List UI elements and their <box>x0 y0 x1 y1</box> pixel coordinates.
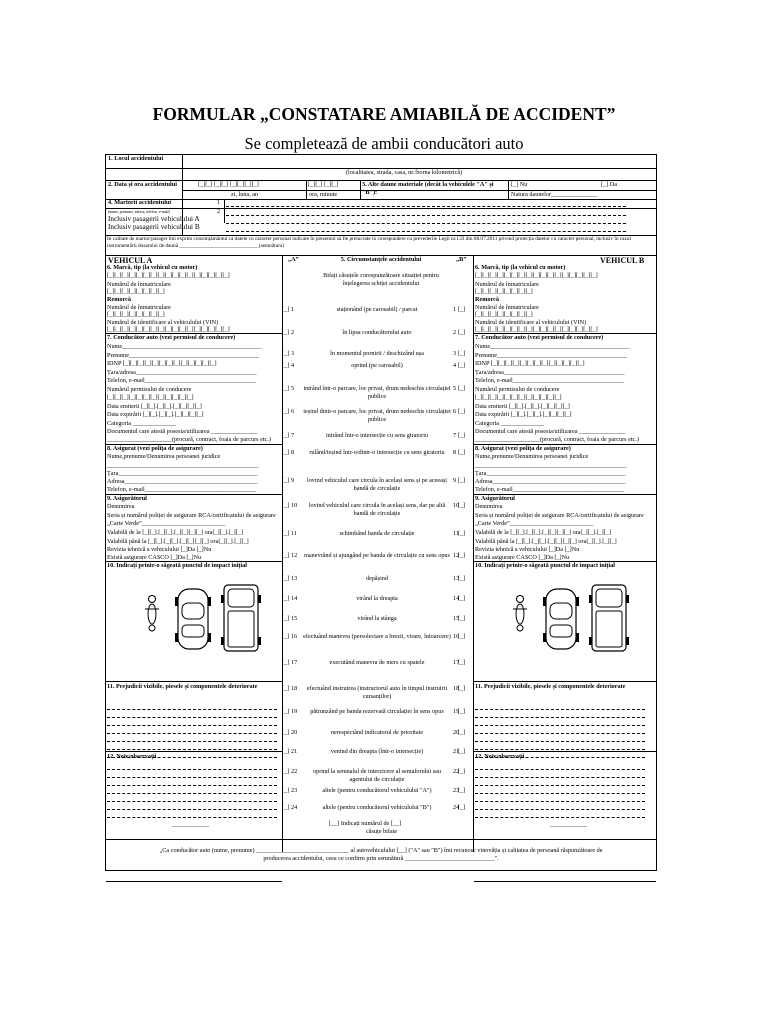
circumstance-number-b: 12 <box>453 552 460 559</box>
circumstance-row <box>282 449 470 472</box>
circumstance-number: 14 <box>291 595 298 602</box>
circumstance-text: virând la dreapta <box>356 595 398 602</box>
circumstance-b-checkbox[interactable]: [_] <box>458 748 466 755</box>
datetime-label: 2. Data și ora accidentului <box>108 181 177 188</box>
date-hint: zi, luna, an <box>231 191 259 198</box>
a-s6: 6. Marcă, tip (la vehicul cu motor) <box>107 264 198 271</box>
circumstance-number-b: 6 <box>453 408 457 415</box>
circumstance-b-checkbox[interactable]: [_] <box>458 449 466 456</box>
circumstance-a-checkbox[interactable]: [_] <box>282 787 290 794</box>
circumstance-text: oprind la semnalul de interzicere al semaforului sau agentului de circulație <box>313 768 441 783</box>
circumstance-number-b: 16 <box>453 633 460 640</box>
circumstance-row <box>282 408 470 431</box>
circumstance-b-checkbox[interactable]: [_] <box>458 477 466 484</box>
time-hint: ora, minute <box>309 191 338 198</box>
a-vin: Numărul de identificare al vehiculului (VIN) <box>107 319 219 326</box>
circumstance-number: 17 <box>291 659 298 666</box>
a-procura[interactable]: _____________________(procură, contract, foaia de parcurs etc.) <box>107 436 271 443</box>
circumstance-number-b: 8 <box>453 449 457 456</box>
witness-2-number: 2 <box>217 208 221 215</box>
b-boxes8[interactable]: [_][_][_][_][_][_][_][_] <box>475 311 533 318</box>
b-prenume[interactable]: Prenume__________________________________________ <box>475 352 627 359</box>
circumstance-a-checkbox[interactable]: [_] <box>282 708 290 715</box>
b-casco[interactable]: Există asigurare CASCO [_]Da [_]Nu <box>475 554 570 561</box>
circumstance-a-checkbox[interactable]: [_] <box>282 748 290 755</box>
circumstance-b-checkbox[interactable]: [_] <box>458 768 466 775</box>
circumstance-b-checkbox[interactable]: [_] <box>458 708 466 715</box>
circumstance-text: staționând (pe carosabil) / parcat <box>336 306 418 313</box>
column-a-marker: „A” <box>288 256 299 263</box>
circumstance-row <box>282 329 470 352</box>
circumstance-number: 1 <box>291 306 295 313</box>
circumstance-number: 12 <box>291 552 298 559</box>
a-tara-adresa[interactable]: Țara/adresa_______________________________________ <box>107 369 257 376</box>
circumstance-number: 15 <box>291 615 298 622</box>
circumstance-number-b: 9 <box>453 477 457 484</box>
circumstance-text: venind din dreapta (într-o intersecție) <box>330 748 424 755</box>
circumstance-text: efectuând manevra (persolectare a brezii, virare, întoarcere) <box>303 633 451 640</box>
damage-nature-field[interactable]: Natura daunelor_______________ <box>511 191 598 198</box>
circumstance-b-checkbox[interactable]: [_] <box>458 552 466 559</box>
circumstance-row <box>282 552 470 575</box>
circumstance-a-checkbox[interactable]: [_] <box>282 329 290 336</box>
circumstance-text: intrând într-o parcare, loc privat, drum nedeschis circulației publice <box>303 385 451 400</box>
circumstance-number: 19 <box>291 708 298 715</box>
circumstance-a-checkbox[interactable]: [_] <box>282 408 290 415</box>
circumstance-number: 11 <box>291 530 297 537</box>
b-data-emiterii[interactable]: Data emiterii [_][_].[_][_].[_][_][_][_] <box>475 403 570 410</box>
circumstance-number: 21 <box>291 748 298 755</box>
circumstance-number: 9 <box>291 477 295 484</box>
circumstance-a-checkbox[interactable]: [_] <box>282 449 290 456</box>
b-idnp[interactable]: IDNP [_][_][_][_][_][_][_][_][_][_][_][_][_] <box>475 360 585 367</box>
circumstance-row <box>282 362 470 385</box>
circumstance-row <box>282 685 470 708</box>
vehicle-b-impact-diagram[interactable] <box>500 581 640 656</box>
column-b-marker: „B” <box>456 256 467 263</box>
circumstance-text: rulând/ieșind într-o/dintr-o intersecție cu sens giratoriu <box>309 449 445 456</box>
circumstance-b-checkbox[interactable]: [_] <box>458 804 466 811</box>
circumstance-number-b: 10 <box>453 502 460 509</box>
circumstance-text: pătrunzând pe banda rezervată circulației în sens opus <box>310 708 444 715</box>
b-telefon2[interactable]: Telefon, e-mail____________________________________ <box>475 486 625 493</box>
b-procura[interactable]: _____________________(procură, contract, foaia de parcurs etc.) <box>475 436 639 443</box>
vehicle-b-title: VEHICUL B <box>600 256 645 265</box>
a-s9: 9. Asigurătorul <box>107 495 147 502</box>
circumstance-b-checkbox[interactable]: [_] <box>458 615 466 622</box>
circumstance-number-b: 19 <box>453 708 460 715</box>
circumstance-a-checkbox[interactable]: [_] <box>282 729 290 736</box>
circumstance-row <box>282 633 470 656</box>
circumstance-number-b: 14 <box>453 595 460 602</box>
circumstance-number: 3 <box>291 350 295 357</box>
b-nr-inmat: Numărul de înmatriculare <box>475 304 539 311</box>
a-tara[interactable]: Țara_____________________________________________ <box>107 470 258 477</box>
b-tara[interactable]: Țara_____________________________________________ <box>475 470 626 477</box>
b-nume-jur: Nume,prenume/Denumirea persoanei juridice <box>475 453 589 460</box>
circumstance-text: schimbând banda de circulație <box>339 530 415 537</box>
circumstance-number-b: 24 <box>453 804 460 811</box>
b-data-expirarii[interactable]: Data expirării [_][_].[_][_].[_][_][_][_] <box>475 411 572 418</box>
circumstance-text: executând manevra de mers cu spatele <box>329 659 425 666</box>
witnesses-label: 4. Martorii accidentului <box>108 199 172 206</box>
circumstance-b-checkbox[interactable]: [_] <box>458 787 466 794</box>
circumstance-text: altele (pentru conducătorul vehiculului "B") <box>322 804 432 811</box>
a-permis-boxes[interactable]: [_][_][_][_][_][_][_][_][_][_][_][_] <box>107 394 194 401</box>
circumstance-a-checkbox[interactable]: [_] <box>282 306 290 313</box>
a-data-emiterii[interactable]: Data emiterii [_][_].[_][_].[_][_][_][_] <box>107 403 202 410</box>
circumstance-text: depășind <box>366 575 388 582</box>
circumstance-b-checkbox[interactable]: [_] <box>458 350 466 357</box>
b-remorca: Remorcă <box>475 296 499 303</box>
circumstance-row <box>282 306 470 329</box>
a-idnp[interactable]: IDNP [_][_][_][_][_][_][_][_][_][_][_][_][_] <box>107 360 217 367</box>
circumstance-row <box>282 708 470 731</box>
circumstance-number: 23 <box>291 787 298 794</box>
circumstance-text: manevrând și ajungând pe banda de circulație cu sens opus <box>304 552 450 559</box>
a-casco[interactable]: Există asigurare CASCO [_]Da [_]Nu <box>107 554 202 561</box>
a-adresa[interactable]: Adresa___________________________________________ <box>107 478 258 485</box>
circumstance-text: nerespectând indicatorul de prioritate <box>330 729 424 736</box>
circumstance-number-b: 20 <box>453 729 460 736</box>
a-s10: 10. Indicați printr-o săgeată punctul de impact inițial <box>107 562 248 569</box>
circumstance-number: 16 <box>291 633 298 640</box>
circumstance-b-checkbox[interactable]: [_] <box>458 685 466 692</box>
page-title: FORMULAR „CONSTATARE AMIABILĂ DE ACCIDENT” <box>152 104 616 124</box>
declaration-line-2: producerea accidentului, ceea ce confirm prin semnătură _____________________________". <box>263 855 499 862</box>
witnesses-hint: (nume, prenume, adresa, telefon, e-mail) <box>108 210 170 214</box>
circumstance-number: 18 <box>291 685 298 692</box>
circumstance-a-checkbox[interactable]: [_] <box>282 385 290 392</box>
circumstance-number: 20 <box>291 729 298 736</box>
circumstance-text: oprind (pe carosabil) <box>351 362 403 369</box>
circumstance-b-checkbox[interactable]: [_] <box>458 362 466 369</box>
b-vin: Numărul de identificare al vehiculului (VIN) <box>475 319 587 326</box>
b-revizia[interactable]: Revizia tehnică a vehiculului [_]Da [_]Nu <box>475 546 580 553</box>
circumstance-number: 5 <box>291 385 295 392</box>
circumstance-number: 8 <box>291 449 295 456</box>
passengers-b: Inclusiv pasagerii vehiculului B <box>108 223 200 231</box>
a-linie[interactable]: _________________________________________________ <box>107 462 259 469</box>
circumstance-b-checkbox[interactable]: [_] <box>458 729 466 736</box>
a-notes-label: 12. Note/observații <box>107 753 157 760</box>
b-boxes17[interactable]: [_][_][_][_][_][_][_][_][_][_][_][_][_][_][_][_][_] <box>475 272 598 279</box>
circumstance-text: lovind vehiculul care circula în același sens și pe aceeași bandă de circulație <box>306 477 448 492</box>
gdpr-consent: In calitate de martor/pasager îmi exprim consimțământul ca datele cu caracter personal indicate în prezentul să fie prelucrate în corespundere cu prevederile Legii nr.133 din 08.07.2011 privind protecția datelor cu caracter personal, inclusiv în cazul instrumentării dosarului de daună ______________________________(semnătura) <box>107 236 631 249</box>
time-boxes[interactable]: [_][_] [_][_] <box>308 181 339 188</box>
b-document[interactable]: Documentul care atestă posesia/utilizarea _______________ <box>475 428 626 435</box>
circumstance-number-b: 4 <box>453 362 457 369</box>
circumstance-b-checkbox[interactable]: [_] <box>458 659 466 666</box>
b-s8: 8. Asigurat (vezi polița de asigurare) <box>475 445 571 452</box>
a-valabila-pana[interactable]: Valabilă până la [_][_].[_][_].[_][_][_][_] ora[_][_].[_][_] <box>107 538 249 545</box>
circumstance-row <box>282 385 470 408</box>
circumstance-text: virând la stânga <box>357 615 397 622</box>
circumstance-number-b: 13 <box>453 575 460 582</box>
circumstance-b-checkbox[interactable]: [_] <box>458 385 466 392</box>
a-s8: 8. Asigurat (vezi polița de asigurare) <box>107 445 203 452</box>
b-s10: 10. Indicați printr-o săgeată punctul de impact inițial <box>475 562 616 569</box>
b-s6: 6. Marcă, tip (la vehicul cu motor) <box>475 264 566 271</box>
date-boxes[interactable]: [_][_] [_][_] [_][_][_][_] <box>198 181 259 188</box>
circumstance-number-b: 11 <box>453 530 459 537</box>
circumstance-number-b: 23 <box>453 787 460 794</box>
circumstance-a-checkbox[interactable]: [_] <box>282 552 290 559</box>
circumstance-a-checkbox[interactable]: [_] <box>282 595 290 602</box>
a-telefon2[interactable]: Telefon, e-mail____________________________________ <box>107 486 257 493</box>
b-linie[interactable]: _________________________________________________ <box>475 462 627 469</box>
a-nume[interactable]: Nume_____________________________________________ <box>107 343 262 350</box>
circumstance-a-checkbox[interactable]: [_] <box>282 477 290 484</box>
circumstance-number: 2 <box>291 329 295 336</box>
circumstance-a-checkbox[interactable]: [_] <box>282 575 290 582</box>
circumstance-b-checkbox[interactable]: [_] <box>458 408 466 415</box>
circumstance-number: 6 <box>291 408 295 415</box>
circumstance-text: în lipsa conducătorului auto <box>342 329 412 336</box>
a-damage-label: 11. Prejudicii vizibile, piesele și componentele deteriorate <box>107 683 258 690</box>
circumstance-number: 13 <box>291 575 298 582</box>
declaration-line-1: „Ca conducător auto (nume, prenume) ______________________________ al autovehiculului [__] ("A" sau "B") îmi recunosc vinovăția și calitatea de persoană răspunzătoare de <box>159 847 603 854</box>
b-permis-boxes[interactable]: [_][_][_][_][_][_][_][_][_][_][_][_] <box>475 394 562 401</box>
circumstance-row <box>282 659 470 682</box>
circumstance-number-b: 7 <box>453 432 457 439</box>
circumstance-number: 10 <box>291 502 298 509</box>
a-remorca: Remorcă <box>107 296 131 303</box>
circumstance-number: 4 <box>291 362 295 369</box>
a-data-expirarii[interactable]: Data expirării [_][_].[_][_].[_][_][_][_] <box>107 411 204 418</box>
a-document[interactable]: Documentul care atestă posesia/utilizarea _______________ <box>107 428 258 435</box>
a-nr-inmat: Numărul de înmatriculare <box>107 281 171 288</box>
b-damage-label: 11. Prejudicii vizibile, piesele și componentele deteriorate <box>475 683 626 690</box>
circumstance-number-b: 15 <box>453 615 460 622</box>
circumstance-b-checkbox[interactable]: [_] <box>458 306 466 313</box>
circumstance-text: altele (pentru conducătorul vehiculului "A") <box>322 787 432 794</box>
b-seria[interactable]: Seria și numărul poliței de asigurare RCA/certificatului de asigurare „Carte Verde”___________________________ <box>475 512 644 527</box>
no-checkbox[interactable]: [_] Nu <box>511 181 528 188</box>
circumstance-a-checkbox[interactable]: [_] <box>282 659 290 666</box>
circumstance-a-checkbox[interactable]: [_] <box>282 685 290 692</box>
a-nume-jur: Nume,prenume/Denumirea persoanei juridice <box>107 453 221 460</box>
b-nume[interactable]: Nume_____________________________________________ <box>475 343 630 350</box>
a-categoria[interactable]: Categoria ______________ <box>107 420 176 427</box>
a-s7: 7. Conducător auto (vezi permisul de conducere) <box>107 334 236 341</box>
b-valabila-pana[interactable]: Valabilă până la [_][_].[_][_].[_][_][_][_] ora[_][_].[_][_] <box>475 538 617 545</box>
circumstance-text: în momentul pornirii / deschizând ușa <box>330 350 424 357</box>
accident-form <box>105 154 657 871</box>
circumstance-a-checkbox[interactable]: [_] <box>282 432 290 439</box>
b-signature-line[interactable]: ____________ <box>550 821 588 828</box>
circumstance-a-checkbox[interactable]: [_] <box>282 362 290 369</box>
b-adresa[interactable]: Adresa___________________________________________ <box>475 478 626 485</box>
passengers-a: Inclusiv pasagerii vehiculului A <box>108 215 200 223</box>
circumstance-number-b: 22 <box>453 768 460 775</box>
circumstance-number-b: 21 <box>453 748 460 755</box>
a-denumirea: Denumirea <box>107 503 135 510</box>
circumstance-number-b: 5 <box>453 385 457 392</box>
circumstance-row <box>282 502 470 525</box>
circumstance-b-checkbox[interactable]: [_] <box>458 530 466 537</box>
a-prenume[interactable]: Prenume__________________________________________ <box>107 352 259 359</box>
circumstance-b-checkbox[interactable]: [_] <box>458 633 466 640</box>
a-seria[interactable]: Seria și numărul poliței de asigurare RCA/certificatului de asigurare „Carte Verde”___________________________ <box>107 512 276 527</box>
circumstance-number-b: 3 <box>453 350 457 357</box>
circumstance-b-checkbox[interactable]: [_] <box>458 575 466 582</box>
circumstance-text: intrând într-o intersecție cu sens giratoriu <box>325 432 429 439</box>
b-nr-permis: Numărul permisului de conducere <box>475 386 560 393</box>
b-boxes17[interactable]: [_][_][_][_][_][_][_][_][_][_][_][_][_][_][_][_][_] <box>475 326 598 333</box>
circumstance-number-b: 2 <box>453 329 457 336</box>
a-nr-permis: Numărul permisului de conducere <box>107 386 192 393</box>
circumstance-a-checkbox[interactable]: [_] <box>282 633 290 640</box>
circumstance-a-checkbox[interactable]: [_] <box>282 530 290 537</box>
circumstance-a-checkbox[interactable]: [_] <box>282 804 290 811</box>
b-s7: 7. Conducător auto (vezi permisul de conducere) <box>475 334 604 341</box>
a-valabila-de[interactable]: Valabilă de la [_][_].[_][_].[_][_][_][_] ora[_][_].[_][_] <box>107 529 243 536</box>
a-boxes17[interactable]: [_][_][_][_][_][_][_][_][_][_][_][_][_][_][_][_][_] <box>107 272 230 279</box>
a-boxes17[interactable]: [_][_][_][_][_][_][_][_][_][_][_][_][_][_][_][_][_] <box>107 326 230 333</box>
total-boxes[interactable]: [__] Indicați numărul de [__] <box>329 820 402 827</box>
circumstance-text: lovind vehiculul care circula în același sens, dar pe altă bandă de circulație <box>308 502 446 517</box>
other-damage-label: 3. Alte daune materiale (decât la vehiculele "A" și "B"): <box>362 181 494 196</box>
circumstance-number-b: 18 <box>453 685 460 692</box>
circumstance-row <box>282 477 470 500</box>
a-revizia[interactable]: Revizia tehnică a vehiculului [_]Da [_]Nu <box>107 546 212 553</box>
a-telefon[interactable]: Telefon, e-mail____________________________________ <box>107 377 257 384</box>
circumstances-title: 5. Circumstanțele accidentului <box>340 256 422 263</box>
witness-1-number: 1 <box>217 199 221 206</box>
circumstance-number: 22 <box>291 768 298 775</box>
total-boxes-hint: căsuțe bifate <box>366 828 398 835</box>
b-boxes8[interactable]: [_][_][_][_][_][_][_][_] <box>475 288 533 295</box>
circumstance-number-b: 1 <box>453 306 457 313</box>
b-s9: 9. Asigurătorul <box>475 495 515 502</box>
yes-checkbox[interactable]: [_] Da <box>601 181 617 188</box>
circumstance-row <box>282 530 470 553</box>
circumstance-number: 7 <box>291 432 295 439</box>
page-subtitle: Se completează de ambii conducători auto <box>244 134 524 153</box>
circumstance-text: ieșind dintr-o parcare, loc privat, drum nedeschis circulației publice <box>303 408 451 423</box>
circumstance-text: efectuând instruirea (instructorul auto în timpul instruirii cursanților) <box>306 685 448 700</box>
vehicle-a-title: VEHICUL A <box>108 256 153 265</box>
circumstance-number-b: 17 <box>453 659 460 666</box>
circumstance-number: 24 <box>291 804 298 811</box>
b-telefon[interactable]: Telefon, e-mail____________________________________ <box>475 377 625 384</box>
a-nr-inmat: Numărul de înmatriculare <box>107 304 171 311</box>
a-boxes8[interactable]: [_][_][_][_][_][_][_][_] <box>107 288 165 295</box>
circumstance-a-checkbox[interactable]: [_] <box>282 615 290 622</box>
circumstance-a-checkbox[interactable]: [_] <box>282 502 290 509</box>
b-notes-label: 12. Note/observații <box>475 753 525 760</box>
b-valabila-de[interactable]: Valabilă de la [_][_].[_][_].[_][_][_][_] ora[_][_].[_][_] <box>475 529 611 536</box>
location-hint: (localitatea, strada, casa, nr./borna kilometrică) <box>346 169 463 176</box>
b-nr-inmat: Numărul de înmatriculare <box>475 281 539 288</box>
b-denumirea: Denumirea <box>475 503 503 510</box>
circumstance-b-checkbox[interactable]: [_] <box>458 432 466 439</box>
location-label: 1. Locul accidentului <box>108 155 164 162</box>
b-tara-adresa[interactable]: Țara/adresa_______________________________________ <box>475 369 625 376</box>
b-categoria[interactable]: Categoria ______________ <box>475 420 544 427</box>
circumstance-b-checkbox[interactable]: [_] <box>458 595 466 602</box>
circumstance-b-checkbox[interactable]: [_] <box>458 502 466 509</box>
circumstance-a-checkbox[interactable]: [_] <box>282 350 290 357</box>
circumstances-hint: Bifați căsuțele corespunzătoare situației pentru înțelegerea schiței accidentului <box>323 272 439 287</box>
vehicle-a-impact-diagram[interactable] <box>132 581 272 656</box>
circumstance-a-checkbox[interactable]: [_] <box>282 768 290 775</box>
a-boxes8[interactable]: [_][_][_][_][_][_][_][_] <box>107 311 165 318</box>
circumstance-b-checkbox[interactable]: [_] <box>458 329 466 336</box>
a-signature-line[interactable]: ____________ <box>172 821 210 828</box>
